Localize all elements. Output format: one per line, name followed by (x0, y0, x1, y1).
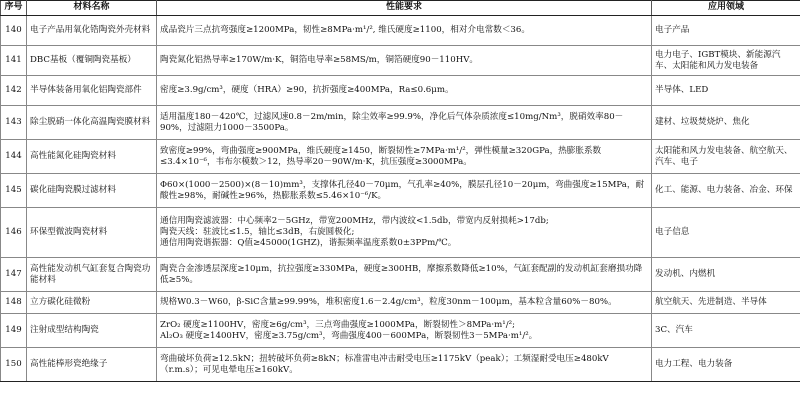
row-name: 环保型微波陶瓷材料 (27, 208, 157, 258)
table-row (1, 106, 800, 140)
row-no: 144 (1, 140, 27, 174)
row-no: 146 (1, 208, 27, 258)
row-no: 148 (1, 292, 27, 314)
row-no: 140 (1, 16, 27, 46)
requirement-line: ZrO₂ 硬度≥1100HV，密度≥6g/cm³，三点弯曲强度≥1000MPa，断裂韧性＞8MPa·m¹/²; (160, 319, 515, 330)
row-requirements: Φ60×(1000－2500)×(8－10)mm³，支撑体孔径40－70μm，气孔率≥40%，膜层孔径10－20μm，弯曲强度≥15MPa，耐酸性≥98%，耐碱性≥96%，热膨胀系数≤5.46×10⁻⁶/K。 (157, 174, 652, 208)
table-row (1, 16, 800, 46)
row-name: 注射成型结构陶瓷 (27, 314, 157, 348)
row-name: 高性能发动机气缸套复合陶瓷功能材料 (27, 258, 157, 292)
row-applications: 发动机、内燃机 (652, 258, 800, 292)
row-name: 电子产品用氧化锆陶瓷外壳材料 (27, 16, 157, 46)
row-name: 半导体装备用氧化铝陶瓷部件 (27, 76, 157, 106)
row-name: 除尘脱硝一体化高温陶瓷膜材料 (27, 106, 157, 140)
row-name: 高性能棒形瓷绝缘子 (27, 348, 157, 382)
header-name: 材料名称 (27, 1, 157, 16)
row-applications: 太阳能和风力发电装备、航空航天、汽车、电子 (652, 140, 800, 174)
table-row (1, 46, 800, 76)
header-applications: 应用领域 (652, 1, 800, 16)
requirement-line: 通信用陶瓷谐振器：Q值≥45000(1GHZ)，谐振频率温度系数0±3PPm/℃。 (160, 238, 457, 248)
row-requirements: 陶瓷合金渗透层深度≥10μm，抗拉强度≥330MPa，硬度≥300HB，摩擦系数降低≥10%，气缸套配副的发动机缸套磨损功降低≥5%。 (157, 258, 652, 292)
row-applications: 3C、汽车 (652, 314, 800, 348)
table-row (1, 348, 800, 382)
requirement-line: 密度≥3.9g/cm³，硬度（HRA）≥90，抗折强度≥400MPa，Ra≤0.6μm。 (160, 85, 454, 95)
row-no: 143 (1, 106, 27, 140)
table-row (1, 208, 800, 258)
row-applications: 电子产品 (652, 16, 800, 46)
header-no: 序号 (1, 1, 27, 16)
row-no: 150 (1, 348, 27, 382)
table-row (1, 76, 800, 106)
row-no: 147 (1, 258, 27, 292)
row-requirements (157, 292, 652, 314)
row-applications: 电子信息 (652, 208, 800, 258)
row-no: 149 (1, 314, 27, 348)
header-requirements: 性能要求 (157, 1, 652, 16)
row-applications: 电力工程、电力装备 (652, 348, 800, 382)
row-name: 高性能氮化硅陶瓷材料 (27, 140, 157, 174)
table-row (1, 140, 800, 174)
row-no: 145 (1, 174, 27, 208)
requirement-line: 陶瓷氮化铝热导率≥170W/m·K，铜箔电导率≥58MS/m，铜箔硬度90－110HV。 (160, 55, 479, 65)
row-name: 碳化硅陶瓷膜过滤材料 (27, 174, 157, 208)
row-applications: 半导体、LED (652, 76, 800, 106)
header-row (1, 1, 800, 16)
row-applications: 建材、垃圾焚烧炉、焦化 (652, 106, 800, 140)
row-no: 142 (1, 76, 27, 106)
requirement-line: 陶瓷天线：驻波比≤1.5，轴比≤3dB，右旋圆极化; (160, 227, 355, 237)
row-requirements: 弯曲破坏负荷≥12.5kN；扭转破坏负荷≥8kN；标准雷电冲击耐受电压≥1175kV（peak）；工频湿耐受电压≥480kV（r.m.s）；可见电晕电压≥160kV。 (157, 348, 652, 382)
table-row (1, 314, 800, 348)
requirement-line: 通信用陶瓷滤波器：中心频率2－5GHz，带宽200MHz，带内波纹<1.5db，带宽内反射损耗>17db; (160, 216, 549, 226)
row-name: 立方碳化硅微粉 (27, 292, 157, 314)
requirement-line: 成品瓷片三点抗弯强度≥1200MPa，韧性≥8MPa·m¹/², 维氏硬度≥1100，相对介电常数＜36。 (160, 25, 530, 35)
table-row (1, 258, 800, 292)
row-name: DBC基板（覆铜陶瓷基板） (27, 46, 157, 76)
row-requirements (157, 46, 652, 76)
row-requirements (157, 314, 652, 348)
row-requirements (157, 16, 652, 46)
row-no: 141 (1, 46, 27, 76)
row-requirements (157, 76, 652, 106)
row-requirements: 致密度≥99%，弯曲强度≥900MPa，维氏硬度≥1450，断裂韧性≥7MPa·m¹/²，弹性模量≥320GPa，热膨胀系数≤3.4×10⁻⁶，韦布尔模数＞12，热导率20－90W/m·K，抗压强度≥3000MPa。 (157, 140, 652, 174)
row-requirements (157, 208, 652, 258)
requirement-line: 规格W0.3－W60，β-SiC含量≥99.99%，堆积密度1.6－2.4g/cm³，粒度30nm－100μm，基本粒含量60%－80%。 (160, 297, 617, 307)
requirement-line: Al₂O₃ 硬度≥1400HV，密度≥3.75g/cm³，弯曲强度400－600MPa，断裂韧性3－5MPa·m¹/²。 (160, 330, 538, 341)
row-applications: 化工、能源、电力装备、冶金、环保 (652, 174, 800, 208)
row-applications: 航空航天、先进制造、半导体 (652, 292, 800, 314)
row-requirements: 适用温度180－420℃，过滤风速0.8－2m/min，除尘效率≥99.9%，净化后气体杂质浓度≤10mg/Nm³，脱硝效率80－90%，过滤阻力1000－3500Pa。 (157, 106, 652, 140)
table-row (1, 292, 800, 314)
table-row (1, 174, 800, 208)
row-applications: 电力电子、IGBT模块、新能源汽车、太阳能和风力发电装备 (652, 46, 800, 76)
